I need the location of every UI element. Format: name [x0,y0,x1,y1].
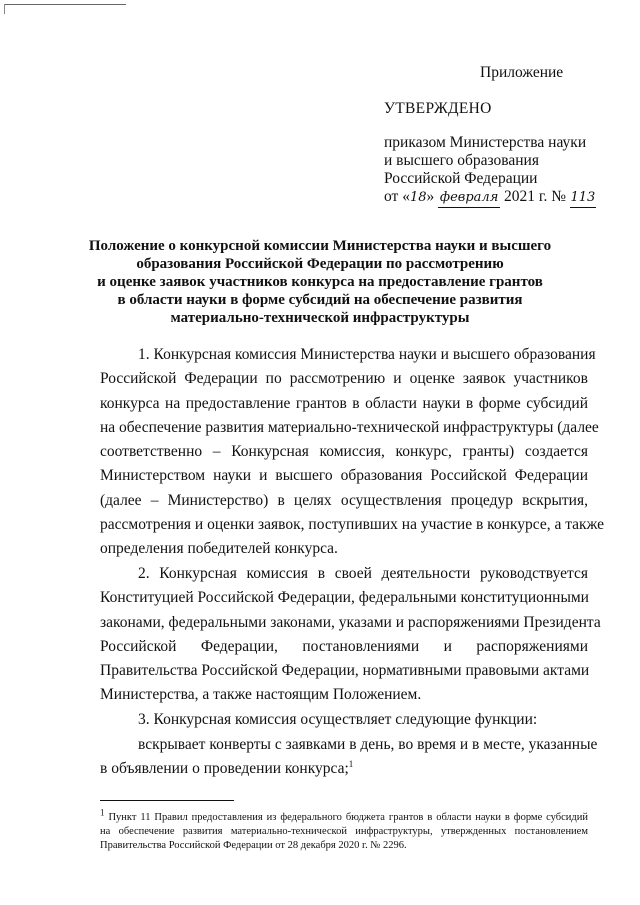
title-line: в области науки в форме субсидий на обеспечение развития [117,292,523,308]
title-line: Положение о конкурсной комиссии Министерства науки и высшего [88,238,552,254]
order-line-3: Российской Федерации [384,170,538,187]
paragraph-line-text: в объявлении о проведении конкурса; [100,760,349,778]
title-line: образования Российской Федерации по рассмотрению [136,256,504,272]
paragraph-line: определения победителей конкурса. [100,540,338,558]
order-year: 2021 г. № [500,188,570,205]
paragraph-line: законами, федеральными законами, указами и распоряжениями Президента [100,613,601,631]
paragraph-line: Правительства Российской Федерации, нормативными правовыми актами [100,662,590,680]
paragraph-line: Министерством науки и высшего образования Российской Федерации [100,467,588,485]
footnote-mark: 1 [100,807,105,818]
footnote-divider [100,800,234,801]
approved-stamp-label: УТВЕРЖДЕНО [384,100,492,117]
paragraph-line: рассмотрения и оценки заявок, поступивших на участие в конкурсе, а также [100,516,604,534]
paragraph-line: конкурса на предоставление грантов в области науки в форме субсидий [100,394,588,412]
order-number-handwritten: 113 [570,189,596,208]
order-month-handwritten: февраля [438,189,500,208]
paragraph-line: соответственно – Конкурсная комиссия, конкурс, гранты) создается [100,443,588,461]
footnote-reference: 1 [348,759,354,770]
document-title [60,237,580,327]
paragraph-line: Российской Федерации, постановлениями и распоряжениями [100,637,588,655]
scan-corner-mark [4,4,126,5]
order-date-line [384,188,596,208]
paragraph-line: Министерства, а также настоящим Положением. [100,686,422,704]
paragraph-line: вскрывает конверты с заявками в день, во время и в месте, указанные [138,736,598,753]
paragraph-line: 2. Конкурсная комиссия в своей деятельности руководствуется [138,565,588,582]
footnote [100,807,588,853]
scan-corner-mark-vertical [4,4,5,14]
paragraph-2 [100,562,601,708]
paragraph-line: Российской Федерации по рассмотрению и оценке заявок участников [100,370,588,388]
order-line-2: и высшего образования [384,152,539,169]
footnote-line: на обеспечение развития материально-технической инфраструктуры, утвержденных постановлением [100,826,588,837]
paragraph-line: Конституцией Российской Федерации, федеральными конституционными [100,589,589,607]
order-date-quote: » [426,188,435,205]
title-line: материально-технической инфраструктуры [170,310,470,326]
paragraph-line: (далее – Министерство) в целях осуществления процедур вскрытия, [100,491,588,509]
footnote-line [100,807,588,825]
order-line-1: приказом Министерства науки [384,134,587,151]
paragraph-line [100,757,588,781]
paragraph-1 [100,343,604,562]
paragraph-line: 1. Конкурсная комиссия Министерства науки и высшего образования [138,346,596,363]
paragraph-3 [100,708,588,732]
order-date-prefix: от « [384,188,410,205]
paragraph-line: на обеспечение развития материально-технической инфраструктуры (далее [100,418,599,436]
paragraph-4 [100,733,598,782]
footnote-text: Пункт 11 Правил предоставления из федерального бюджета грантов в области науки в форме субсидий [108,812,588,823]
appendix-label: Приложение [480,64,564,81]
order-day-handwritten: 18 [409,190,427,205]
order-reference-block [384,134,596,208]
paragraph-line: 3. Конкурсная комиссия осуществляет следующие функции: [138,711,538,728]
title-line: и оценке заявок участников конкурса на предоставление грантов [97,274,543,290]
footnote-line: Правительства Российской Федерации от 28 декабря 2020 г. № 2296. [100,840,407,851]
